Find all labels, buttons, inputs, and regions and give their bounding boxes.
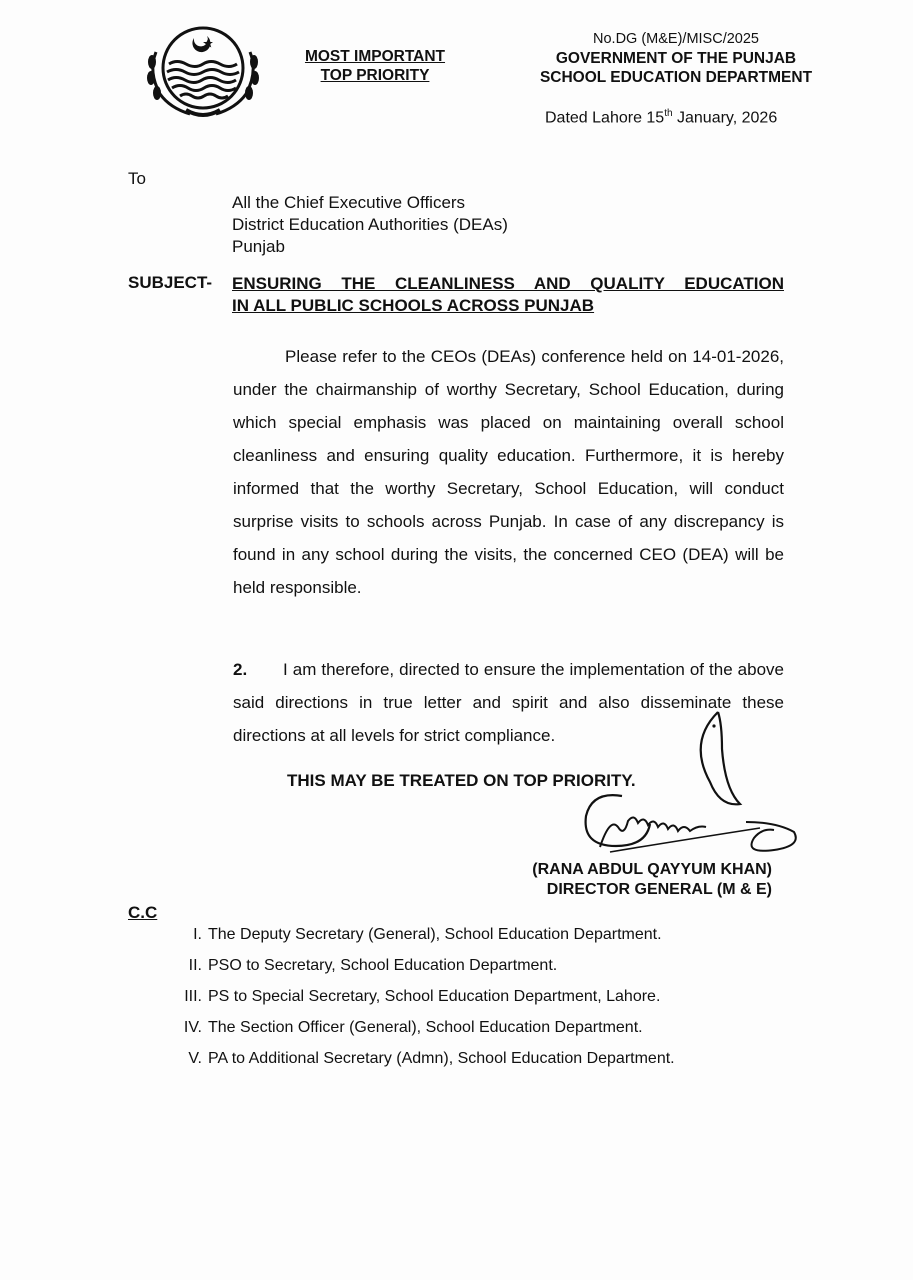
cc-item (170, 1043, 790, 1074)
cc-label: C.C (128, 903, 158, 922)
subject-label: SUBJECT- (128, 273, 213, 292)
handwritten-signature (510, 702, 810, 872)
punjab-emblem-logo (142, 22, 264, 120)
subject-line-1: ENSURING THE CLEANLINESS AND QUALITY EDUCATION (232, 274, 784, 293)
subject-line-2: IN ALL PUBLIC SCHOOLS ACROSS PUNJAB (232, 296, 595, 315)
date-suffix: January, 2026 (672, 109, 778, 127)
cc-item (170, 950, 790, 981)
body-paragraph-1 (233, 340, 784, 604)
priority-heading (270, 47, 480, 85)
department-line: SCHOOL EDUCATION DEPARTMENT (539, 69, 813, 86)
date-line (545, 108, 777, 127)
addressee-block (232, 192, 508, 258)
paragraph-2-text: I am therefore, directed to ensure the implementation of the above said directions in true letter and spirit and also disseminate these directions at all levels for strict compliance. (233, 660, 784, 745)
cc-item-text: The Deputy Secretary (General), School Education Department. (208, 926, 662, 943)
addressee-line-3: Punjab (232, 237, 285, 256)
cc-item (170, 919, 790, 950)
priority-line-2: TOP PRIORITY (320, 67, 430, 84)
cc-item-text: PA to Additional Secretary (Admn), School Education Department. (208, 1050, 675, 1067)
cc-item-number: I. (193, 926, 202, 943)
reference-number: No.DG (M&E)/MISC/2025 (593, 31, 759, 47)
cc-item (170, 981, 790, 1012)
paragraph-2-number: 2. (233, 660, 248, 679)
letterhead-block (506, 30, 846, 87)
cc-item-number: II. (188, 957, 202, 974)
cc-item-number: IV. (183, 1019, 202, 1036)
subject-text (232, 273, 784, 317)
priority-instruction: THIS MAY BE TREATED ON TOP PRIORITY. (287, 771, 636, 790)
cc-item-text: PSO to Secretary, School Education Department. (208, 957, 558, 974)
paragraph-1-text: Please refer to the CEOs (DEAs) conference held on 14-01-2026, under the chairmanship of worthy Secretary, School Education, during which special emphasis was placed on maintaining overall school cleanliness and ensuring quality education. Furthermore, it is hereby informed that the worthy Secretary, School Education, will conduct surprise visits to schools across Punjab. In case of any discrepancy is found in any school during the visits, the concerned CEO (DEA) will be held responsible. (233, 347, 784, 597)
cc-item-text: The Section Officer (General), School Education Department. (208, 1019, 643, 1036)
signatory-name: (RANA ABDUL QAYYUM KHAN) (532, 861, 772, 878)
cc-item-number: III. (184, 988, 202, 1005)
date-prefix: Dated Lahore 15 (545, 109, 665, 127)
to-label: To (128, 169, 146, 188)
addressee-line-1: All the Chief Executive Officers (232, 193, 466, 212)
addressee-line-2: District Education Authorities (DEAs) (232, 215, 508, 234)
cc-item-number: V. (188, 1050, 202, 1067)
date-superscript: th (664, 108, 673, 119)
signatory-block (512, 860, 772, 900)
cc-list (170, 919, 790, 1074)
signatory-title: DIRECTOR GENERAL (M & E) (546, 881, 772, 898)
cc-item (170, 1012, 790, 1043)
priority-line-1: MOST IMPORTANT (304, 48, 446, 65)
cc-item-text: PS to Special Secretary, School Education Department, Lahore. (208, 988, 661, 1005)
government-line: GOVERNMENT OF THE PUNJAB (555, 50, 797, 67)
